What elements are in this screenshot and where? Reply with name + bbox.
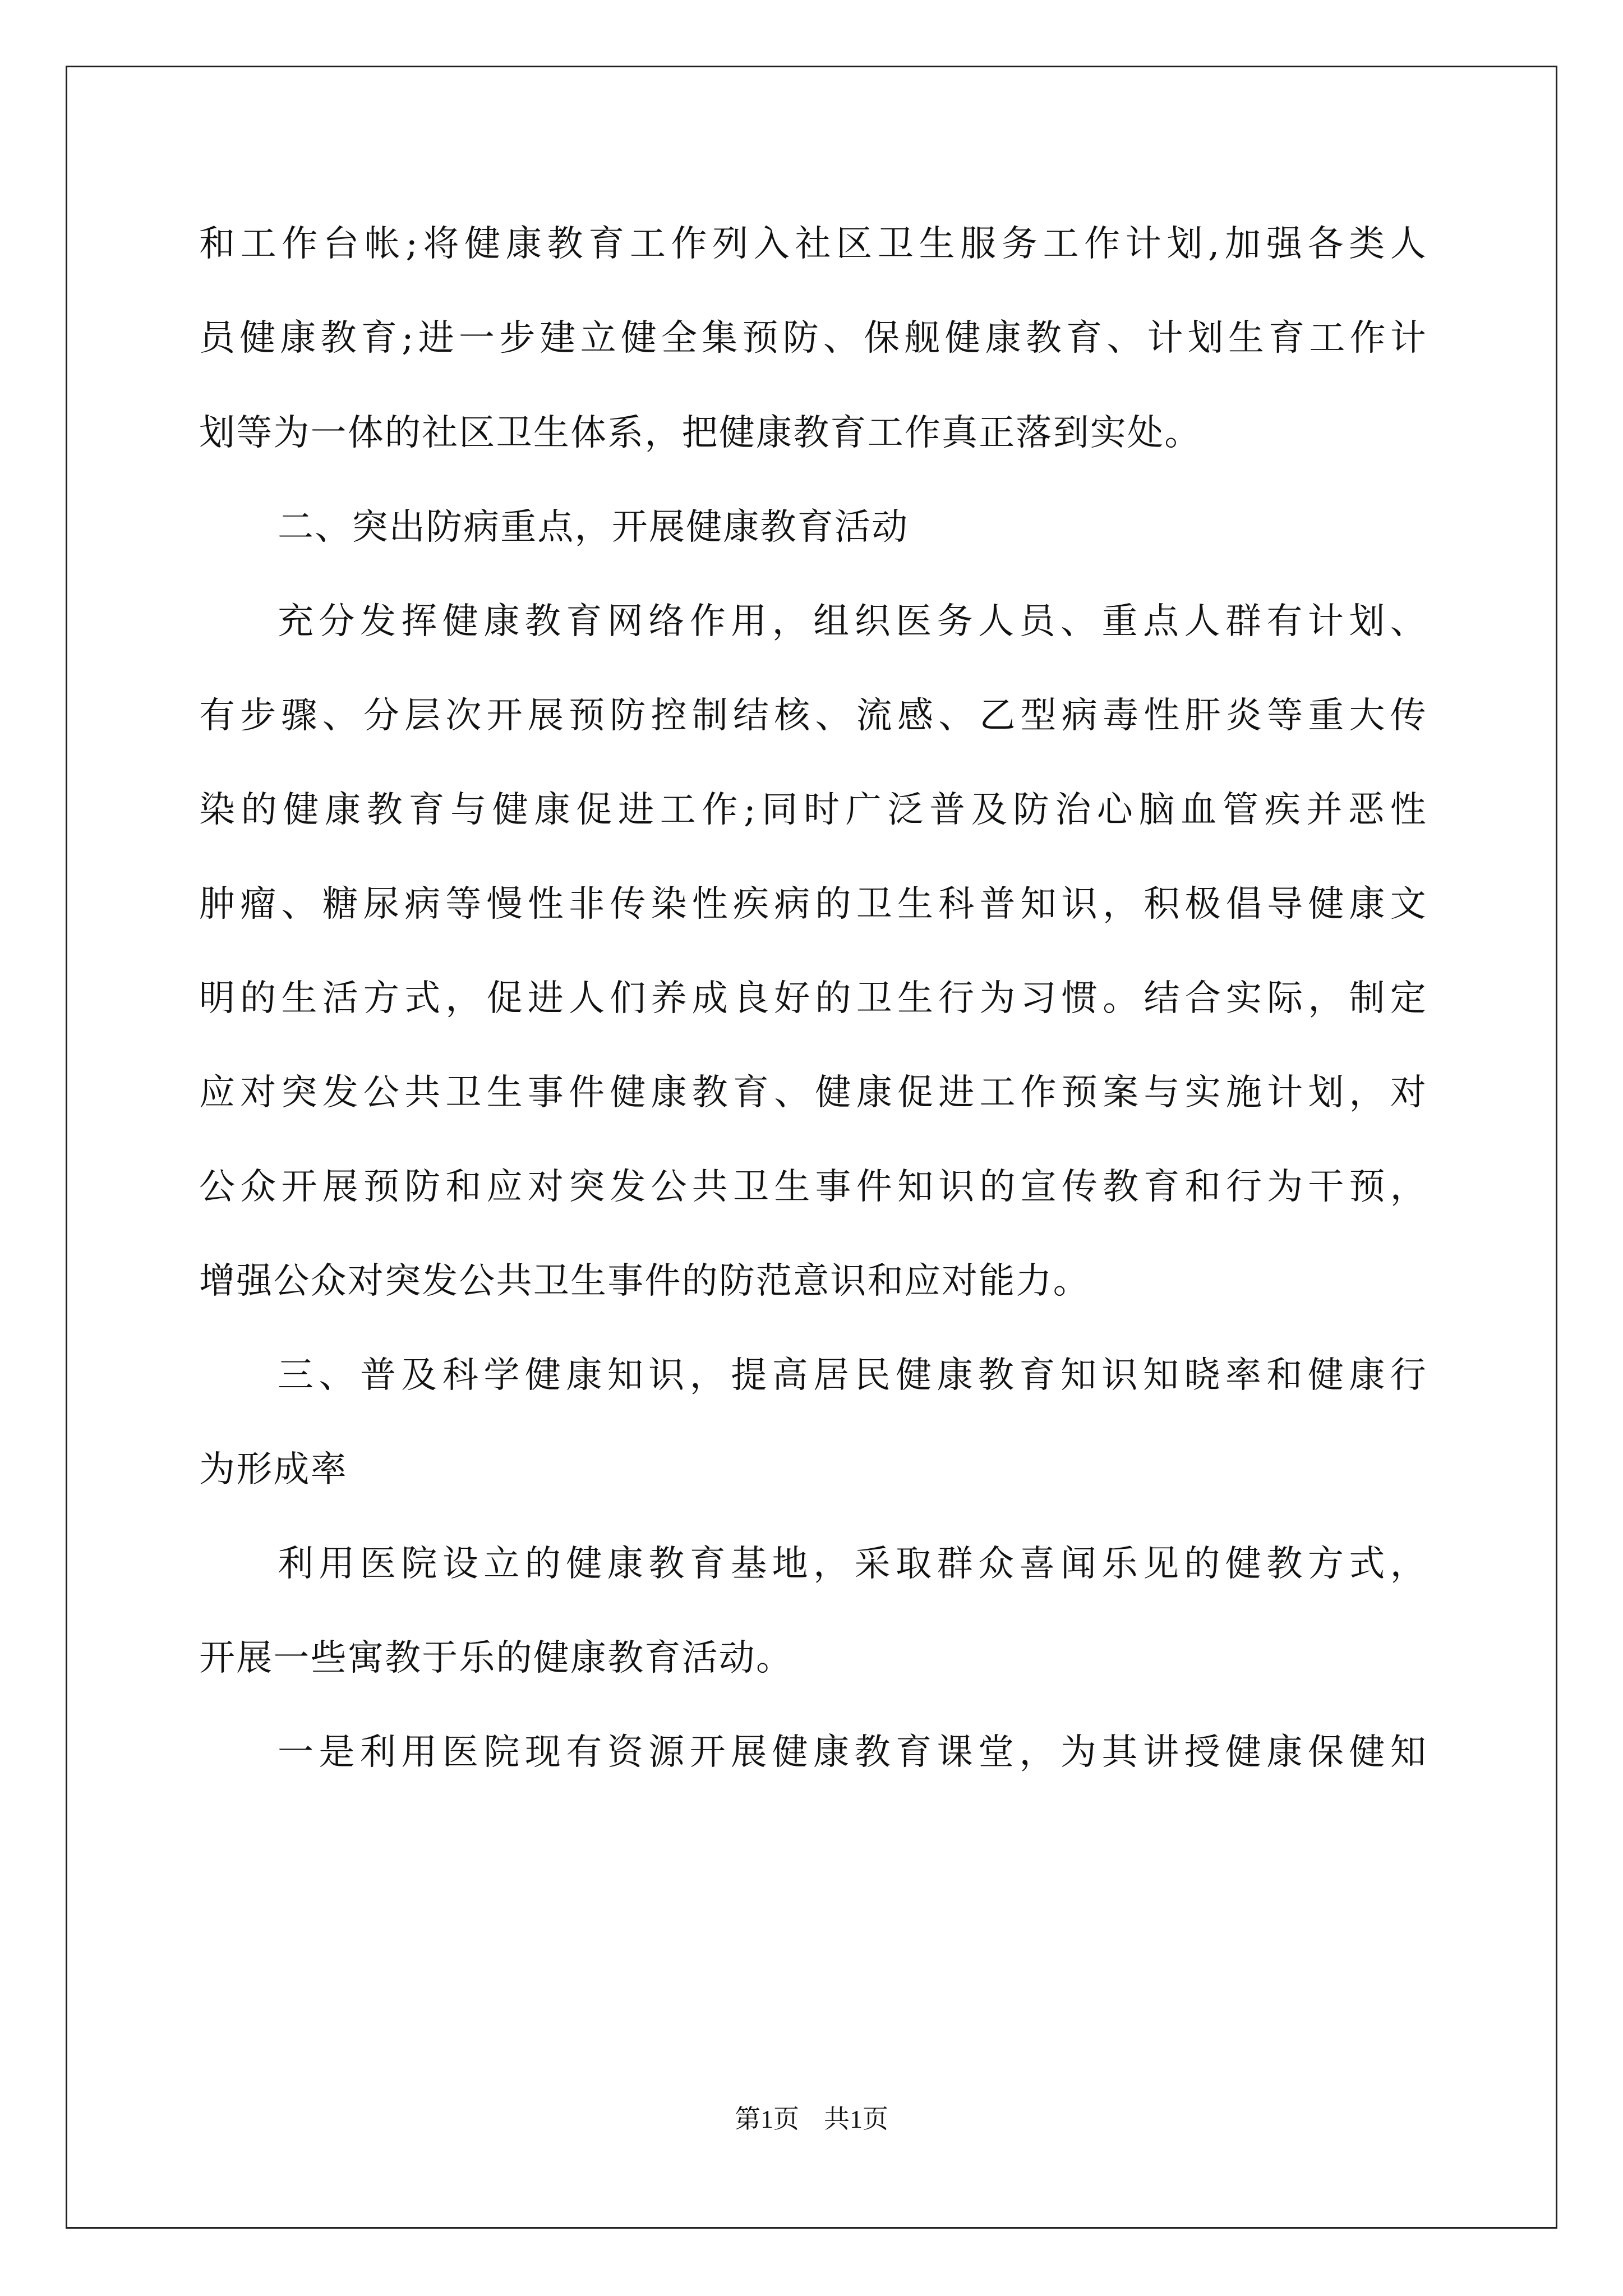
text-line: 和工作台帐;将健康教育工作列入社区卫生服务工作计划,加强各类人: [199, 223, 1427, 265]
text-line: 公众开展预防和应对突发公共卫生事件知识的宣传教育和行为干预，: [199, 1166, 1427, 1208]
text-line: 有步骤、分层次开展预防控制结核、流感、乙型病毒性肝炎等重大传: [199, 695, 1427, 737]
text-line: 利用医院设立的健康教育基地，采取群众喜闻乐见的健教方式，: [278, 1543, 1427, 1585]
text-line: 明的生活方式，促进人们养成良好的卫生行为习惯。结合实际，制定: [199, 978, 1427, 1019]
text-line: 开展一些寓教于乐的健康教育活动。: [199, 1637, 794, 1679]
section-heading: 二、突出防病重点，开展健康教育活动: [278, 507, 909, 548]
page-number: 第1页: [735, 2105, 799, 2133]
text-line: 肿瘤、糖尿病等慢性非传染性疾病的卫生科普知识，积极倡导健康文: [199, 884, 1427, 925]
page-footer: [0, 2104, 1623, 2135]
page-total: 共1页: [824, 2105, 888, 2133]
text-line: 应对突发公共卫生事件健康教育、健康促进工作预案与实施计划，对: [199, 1072, 1427, 1114]
text-line: 划等为一体的社区卫生体系，把健康教育工作真正落到实处。: [199, 412, 1202, 454]
text-line: 一是利用医院现有资源开展健康教育课堂，为其讲授健康保健知: [278, 1732, 1427, 1773]
text-line: 充分发挥健康教育网络作用，组织医务人员、重点人群有计划、: [278, 601, 1427, 642]
text-line: 增强公众对突发公共卫生事件的防范意识和应对能力。: [199, 1260, 1090, 1302]
page-border: [66, 66, 1557, 2229]
text-line: 染的健康教育与健康促进工作;同时广泛普及防治心脑血管疾并恶性: [199, 789, 1427, 831]
section-heading: 三、普及科学健康知识，提高居民健康教育知识知晓率和健康行: [278, 1355, 1427, 1396]
section-heading-continued: 为形成率: [199, 1449, 348, 1490]
text-line: 员健康教育;进一步建立健全集预防、保舰健康教育、计划生育工作计: [199, 318, 1427, 359]
